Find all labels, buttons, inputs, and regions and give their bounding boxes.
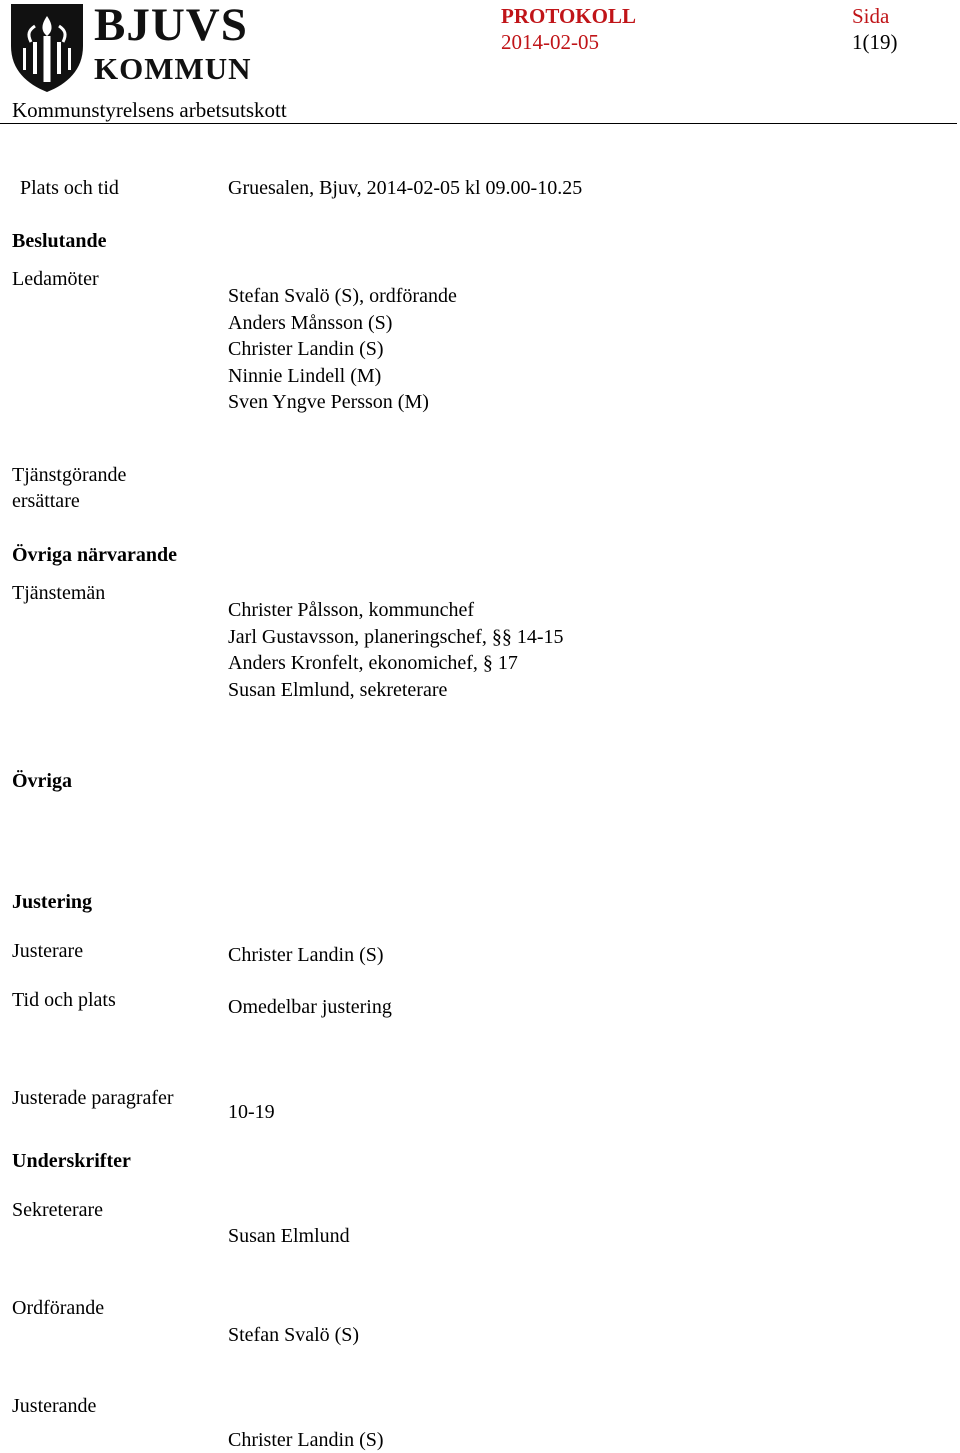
bjuv-logo-icon xyxy=(7,2,87,94)
beslutande-heading: Beslutande xyxy=(12,230,107,252)
list-item: Susan Elmlund, sekreterare xyxy=(228,678,448,701)
ovriga-narvarande-heading: Övriga närvarande xyxy=(12,544,177,566)
justerare-value: Christer Landin (S) xyxy=(228,944,384,966)
header-divider xyxy=(0,123,957,124)
list-item: Anders Månsson (S) xyxy=(228,311,393,334)
ledamoter-label: Ledamöter xyxy=(12,268,99,290)
justerade-paragrafer-label: Justerade paragrafer xyxy=(12,1087,174,1109)
document-date: 2014-02-05 xyxy=(501,30,599,54)
ordforande-label: Ordförande xyxy=(12,1297,105,1319)
page-label: Sida xyxy=(852,4,890,28)
list-item: Ninnie Lindell (M) xyxy=(228,364,382,387)
ordforande-name: Stefan Svalö (S) xyxy=(228,1324,360,1346)
list-item: Sven Yngve Persson (M) xyxy=(228,391,429,413)
justerare-label: Justerare xyxy=(12,940,84,962)
list-item: Christer Pålsson, kommunchef xyxy=(228,599,475,621)
page-number: 1(19) xyxy=(852,30,898,54)
list-item: Anders Kronfelt, ekonomichef, § 17 xyxy=(228,652,518,674)
underskrifter-heading: Underskrifter xyxy=(12,1150,131,1172)
plats-label: Plats och tid xyxy=(20,177,119,199)
ledamoter-list xyxy=(228,283,457,416)
tjansteman-list xyxy=(228,597,564,703)
sekreterare-label: Sekreterare xyxy=(12,1199,104,1221)
plats-value: Gruesalen, Bjuv, 2014-02-05 kl 09.00-10.25 xyxy=(228,177,583,199)
ovriga-heading: Övriga xyxy=(12,770,72,792)
tid-och-plats-value: Omedelbar justering xyxy=(228,996,392,1018)
list-item: Christer Landin (S) xyxy=(228,338,384,360)
logo-wordmark-kommun: KOMMUN xyxy=(94,51,252,86)
justerade-paragrafer-value: 10-19 xyxy=(228,1101,275,1123)
justering-heading: Justering xyxy=(12,891,92,913)
list-item: Jarl Gustavsson, planeringschef, §§ 14-15 xyxy=(228,625,564,648)
document-type: PROTOKOLL xyxy=(501,4,636,28)
ersattare-label-line1: Tjänstgörande xyxy=(12,464,127,486)
list-item: Stefan Svalö (S), ordförande xyxy=(228,285,457,307)
justerande-label: Justerande xyxy=(12,1395,97,1417)
organization-name: Kommunstyrelsens arbetsutskott xyxy=(12,98,287,122)
tid-och-plats-label: Tid och plats xyxy=(12,989,116,1011)
ersattare-label-line2: ersättare xyxy=(12,490,80,512)
logo-wordmark-bjuvs: BJUVS xyxy=(94,0,248,51)
sekreterare-name: Susan Elmlund xyxy=(228,1225,350,1247)
justerande-name: Christer Landin (S) xyxy=(228,1429,384,1451)
tjansteman-label: Tjänstemän xyxy=(12,582,106,604)
